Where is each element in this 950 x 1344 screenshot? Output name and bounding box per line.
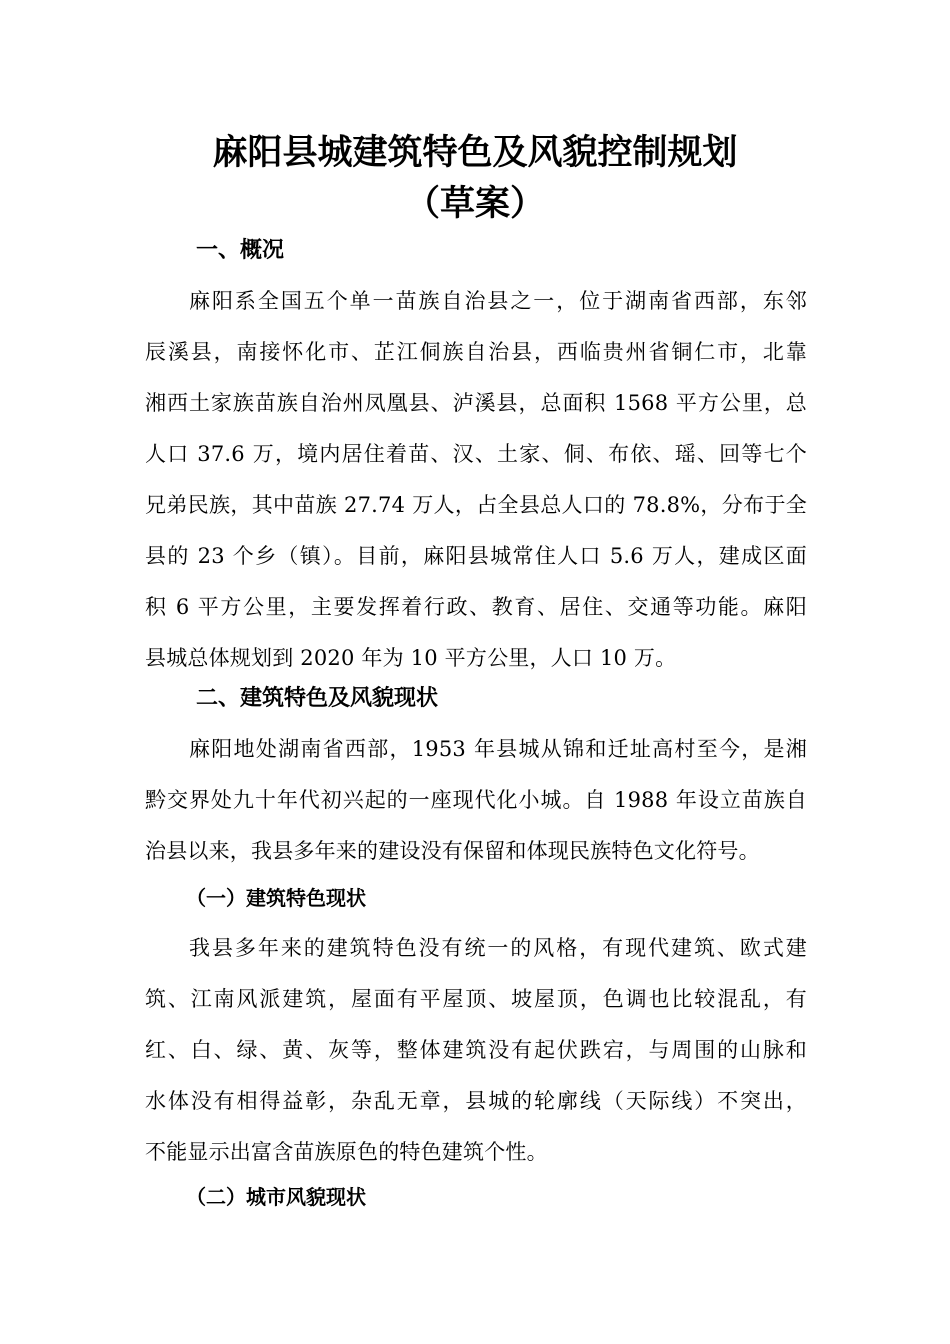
section-heading-architecture-status: 二、建筑特色及风貌现状 xyxy=(196,686,439,711)
paragraph-line: 不能显示出富含苗族原色的特色建筑个性。 xyxy=(145,1140,548,1164)
paragraph-line: 我县多年来的建筑特色没有统一的风格，有现代建筑、欧式建 xyxy=(189,936,807,960)
paragraph-line: 麻阳地处湖南省西部，1953 年县城从锦和迁址高村至今，是湘 xyxy=(189,737,807,761)
paragraph-architecture-intro xyxy=(145,724,807,877)
paragraph-line: 筑、江南风派建筑，屋面有平屋顶、坡屋顶，色调也比较混乱，有 xyxy=(145,987,807,1011)
paragraph-line: 湘西土家族苗族自治州凤凰县、泸溪县，总面积 1568 平方公里，总 xyxy=(145,391,807,415)
paragraph-line: 麻阳系全国五个单一苗族自治县之一，位于湖南省西部，东邻 xyxy=(189,289,807,313)
paragraph-line: 兄弟民族，其中苗族 27.74 万人，占全县总人口的 78.8%，分布于全 xyxy=(145,493,807,517)
paragraph-line: 县城总体规划到 2020 年为 10 平方公里，人口 10 万。 xyxy=(145,646,677,670)
paragraph-line: 积 6 平方公里，主要发挥着行政、教育、居住、交通等功能。麻阳 xyxy=(145,595,807,619)
paragraph-line: 水体没有相得益彰，杂乱无章，县城的轮廓线（天际线）不突出， xyxy=(145,1089,807,1113)
paragraph-line: 辰溪县，南接怀化市、芷江侗族自治县，西临贵州省铜仁市，北靠 xyxy=(145,340,807,364)
subsection-heading-building-features: （一）建筑特色现状 xyxy=(186,886,366,910)
subsection-heading-city-appearance: （二）城市风貌现状 xyxy=(186,1185,366,1209)
paragraph-line: 黔交界处九十年代初兴起的一座现代化小城。自 1988 年设立苗族自 xyxy=(145,788,807,812)
section-heading-overview: 一、概况 xyxy=(196,238,285,263)
paragraph-line: 红、白、绿、黄、灰等，整体建筑没有起伏跌宕，与周围的山脉和 xyxy=(145,1038,807,1062)
paragraph-overview xyxy=(145,276,807,684)
paragraph-line: 人口 37.6 万，境内居住着苗、汉、土家、侗、布依、瑶、回等七个 xyxy=(145,442,807,466)
paragraph-building-features xyxy=(145,923,807,1178)
paragraph-line: 治县以来，我县多年来的建设没有保留和体现民族特色文化符号。 xyxy=(145,839,760,863)
document-subtitle: （草案） xyxy=(404,184,545,224)
document-title: 麻阳县城建筑特色及风貌控制规划 xyxy=(212,133,738,173)
paragraph-line: 县的 23 个乡（镇）。目前，麻阳县城常住人口 5.6 万人，建成区面 xyxy=(145,544,807,568)
